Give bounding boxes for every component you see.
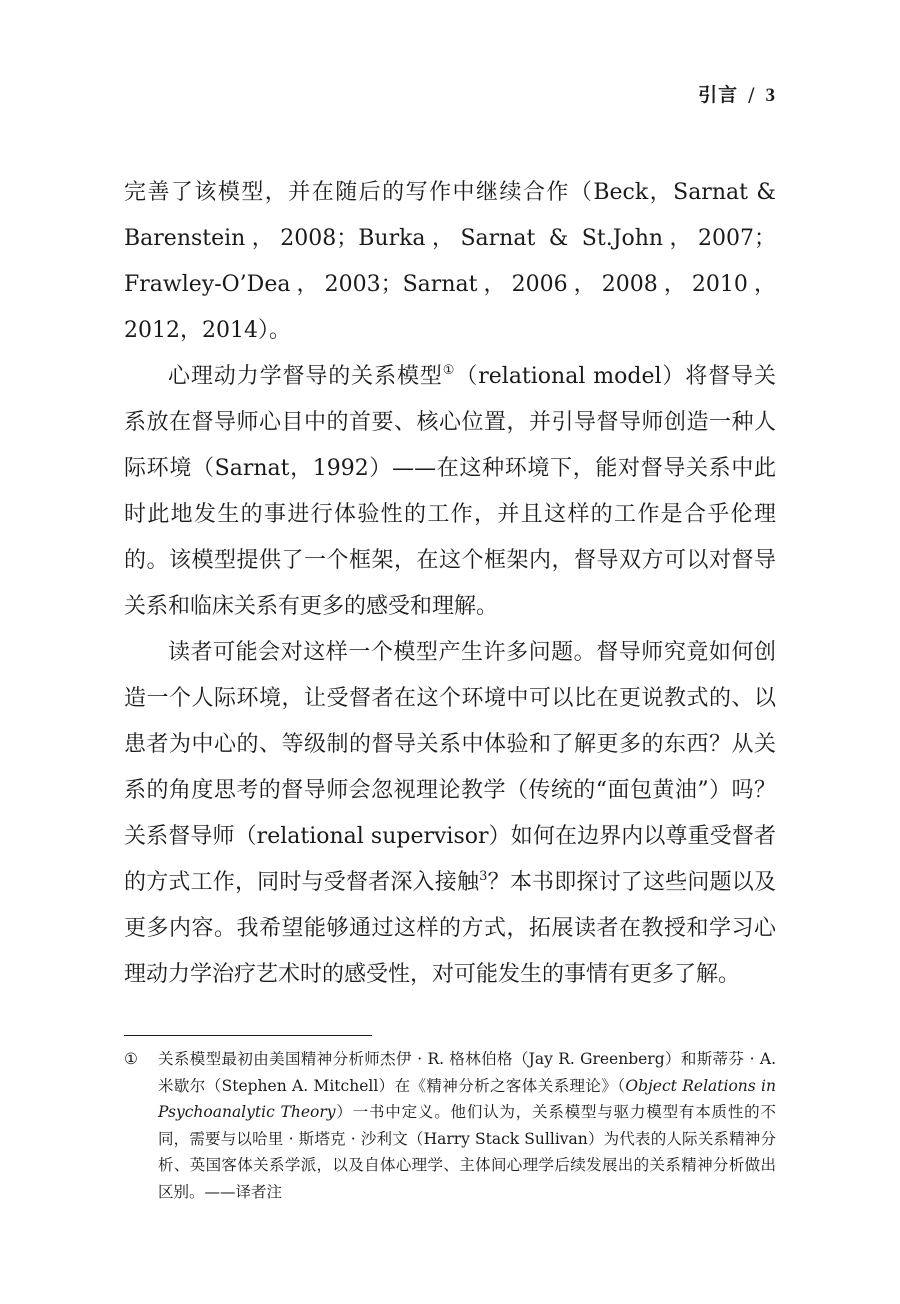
main-text (124, 170, 776, 998)
paragraph-2-text-a: 心理动力学督导的关系模型 (168, 364, 443, 389)
paragraph-3-text-b: ？本书即探讨了这些问题以及更多内容。我希望能够通过这样的方式，拓展读者在教授和学习心理动力学治疗艺术时的感受性，对可能发生的事情有更多了解。 (124, 870, 776, 987)
section-title: 引言 (698, 84, 739, 106)
footnote-book-title: Object Relations in Psychoanalytic Theory (158, 1076, 776, 1121)
paragraph-2-text-b: （relational model）将督导关系放在督导师心目中的首要、核心位置，并引导督导师创造一种人际环境（Sarnat，1992）——在这种环境下，能对督导关系中此时此地发生的事进行体验性的工作，并且这样的工作是合乎伦理的。该模型提供了一个框架，在这个框架内，督导双方可以对督导关系和临床关系有更多的感受和理解。 (124, 364, 776, 619)
running-header (698, 80, 776, 107)
footnote-1 (124, 1046, 776, 1205)
paragraph-3-text-a: 读者可能会对这样一个模型产生许多问题。督导师究竟如何创造一个人际环境，让受督者在这个环境中可以比在更说教式的、以患者为中心的、等级制的督导关系中体验和了解更多的东西？从关系的角度思考的督导师会忽视理论教学（传统的“面包黄油”）吗？关系督导师（relational supervisor）如何在边界内以尊重受督者的方式工作，同时与受督者深入接触 (124, 640, 776, 895)
endnote-ref-3[interactable]: 3 (479, 869, 488, 884)
footnote-marker: ① (124, 1050, 138, 1068)
footnote-body (158, 1046, 776, 1205)
footnote-ref-1[interactable]: ① (442, 363, 456, 378)
header-separator: / (748, 84, 756, 106)
footnote-divider (124, 1035, 372, 1036)
paragraph-1: 完善了该模型，并在随后的写作中继续合作（Beck，Sarnat & Barenstein，2008；Burka，Sarnat & St.John，2007；Frawley-O’Dea，2003；Sarnat，2006，2008，2010，2012，2014）。 (124, 180, 776, 343)
footnote-text-b: ）一书中定义。他们认为，关系模型与驱力模型有本质性的不同，需要与以哈里 · 斯塔克 · 沙利文（Harry Stack Sullivan）为代表的人际关系精神分析、英国客体关系学派，以及自体心理学、主体间心理学后续发展出的关系精神分析做出区别。——译者注 (158, 1103, 776, 1201)
page-number: 3 (765, 85, 776, 106)
paragraph-2 (124, 354, 776, 630)
footnote-text-a: 关系模型最初由美国精神分析师杰伊 · R. 格林伯格（Jay R. Greenberg）和斯蒂芬 · A. 米歇尔（Stephen A. Mitchell）在《精神分析之客体关系理论》（ (158, 1050, 776, 1095)
paragraph-3 (124, 630, 776, 998)
